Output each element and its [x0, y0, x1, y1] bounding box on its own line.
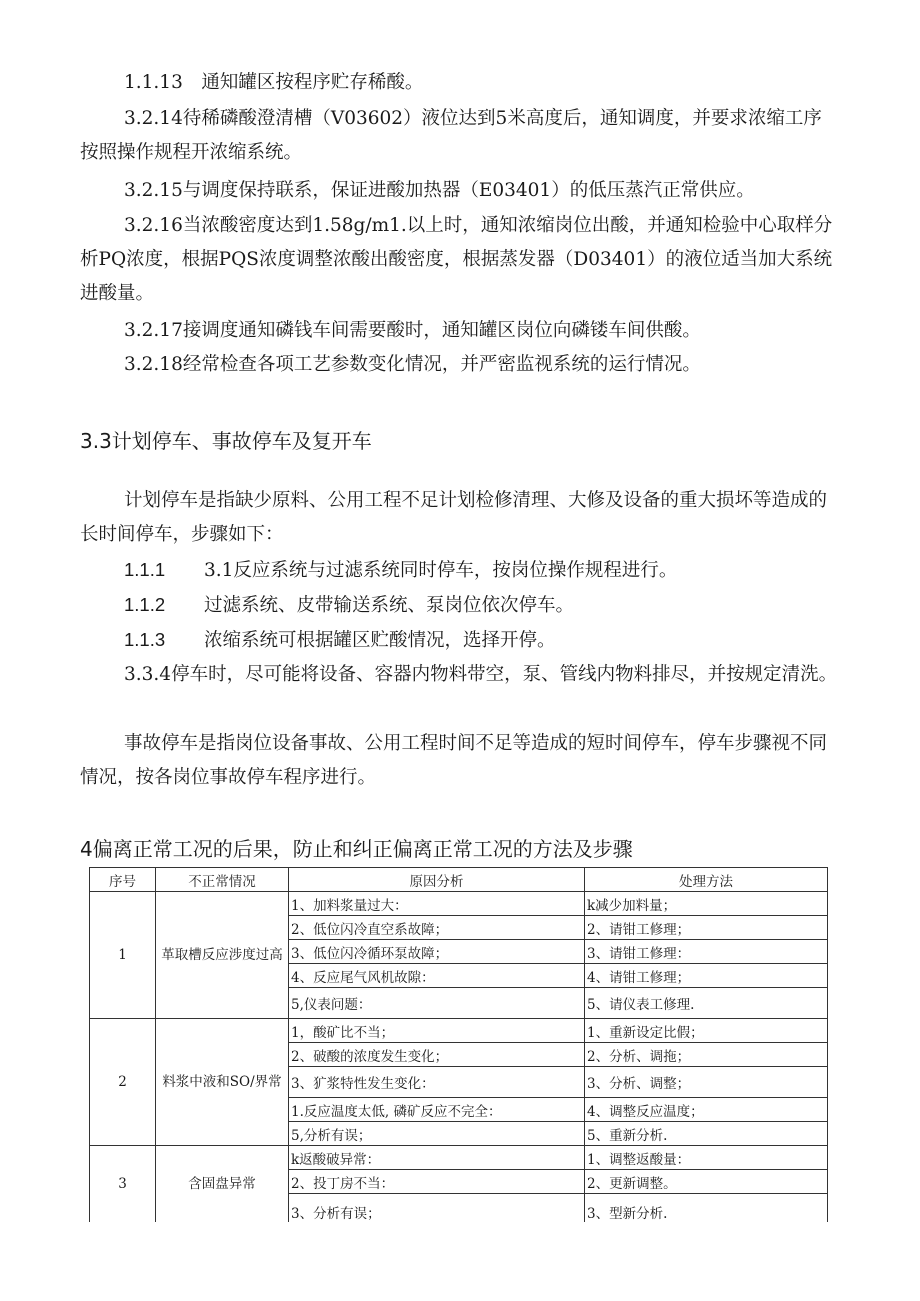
paragraph-3-2-16: 3.2.16当浓酸密度达到1.58g/m1.以上时，通知浓缩岗位出酸，并通知检验中心取样分析PQ浓度，根据PQS浓度调整浓酸出酸密度，根据蒸发器（D03401）的液位适当加大系统进酸量。 — [80, 215, 833, 304]
shutdown-step-1 — [80, 553, 840, 588]
table-row — [90, 892, 828, 916]
table-row — [90, 1146, 828, 1170]
section-3-3-heading: 3.3计划停车、事故停车及复开车 — [80, 429, 372, 453]
shutdown-intro: 计划停车是指缺少原料、公用工程不足计划检修清理、大修及设备的重大损坏等造成的长时间停车，步骤如下： — [80, 490, 828, 545]
cause-cell: 2、投丁房不当： — [289, 1170, 585, 1194]
cause-cell: 3、低位闪冷循环泵故障； — [289, 940, 585, 964]
step-text: 过滤系统、皮带输送系统、泵岗位依次停车。 — [204, 595, 575, 616]
action-cell: 4、请钳工修理； — [585, 964, 828, 988]
section-4-heading: 4偏离正常工况的后果，防止和纠正偏离正常工况的方法及步骤 — [80, 837, 633, 861]
cause-cell: 5,仪表问题： — [289, 988, 585, 1019]
row-condition: 料浆中液和SO/界常 — [156, 1019, 289, 1146]
header-action: 处理方法 — [585, 868, 828, 892]
row-number: 2 — [90, 1019, 156, 1146]
abnormal-conditions-table — [89, 867, 828, 1222]
action-cell: 2、分析、调拖； — [585, 1043, 828, 1067]
cause-cell: 5,分析有误； — [289, 1122, 585, 1146]
action-cell: 2、更新调整。 — [585, 1170, 828, 1194]
action-cell: 2、请钳工修理； — [585, 916, 828, 940]
row-number: 1 — [90, 892, 156, 1019]
cause-cell: 3、分析有误； — [289, 1194, 585, 1223]
row-condition: 革取槽反应涉度过高 — [156, 892, 289, 1019]
cause-cell: k返酸破异常： — [289, 1146, 585, 1170]
step-number: 1.1.1 — [124, 559, 166, 580]
paragraph-1-1-13: 1.1.13 通知罐区按程序贮存稀酸。 — [124, 72, 424, 93]
cause-cell: 4、反应尾气风机故隙： — [289, 964, 585, 988]
action-cell: k减少加料量； — [585, 892, 828, 916]
step-number: 1.1.2 — [124, 594, 166, 615]
action-cell: 3、分析、调整； — [585, 1067, 828, 1098]
header-no: 序号 — [90, 868, 156, 892]
shutdown-step-2 — [80, 588, 840, 623]
cause-cell: 3、犷浆特性发生变化： — [289, 1067, 585, 1098]
table-row — [90, 1019, 828, 1043]
cause-cell: 2、低位闪冷直空系故障； — [289, 916, 585, 940]
step-text: 3.1反应系统与过滤系统同时停车，按岗位操作规程进行。 — [204, 560, 678, 581]
action-cell: 1、重新设定比假； — [585, 1019, 828, 1043]
action-cell: 1、调整返酸量： — [585, 1146, 828, 1170]
header-cause: 原因分析 — [289, 868, 585, 892]
paragraph-3-2-18: 3.2.18经常检查各项工艺参数变化情况，并严密监视系统的运行情况。 — [124, 354, 701, 375]
header-condition: 不正常情况 — [156, 868, 289, 892]
table-header-row — [90, 868, 828, 892]
action-cell: 3、型新分析. — [585, 1194, 828, 1223]
paragraph-3-2-17: 3.2.17接调度通知磷钱车间需要酸时，通知罐区岗位向磷镂车间供酸。 — [124, 320, 701, 341]
paragraph-3-2-14: 3.2.14待稀磷酸澄清槽（V03602）液位达到5米高度后，通知调度，并要求浓缩工序按照操作规程开浓缩系统。 — [80, 108, 822, 163]
action-cell: 3、请钳工修理： — [585, 940, 828, 964]
action-cell: 4、调整反应温度； — [585, 1098, 828, 1122]
action-cell: 5、重新分析. — [585, 1122, 828, 1146]
cause-cell: 1，酸矿比不当； — [289, 1019, 585, 1043]
shutdown-step-3 — [80, 623, 840, 658]
row-number: 3 — [90, 1146, 156, 1223]
paragraph-3-3-4: 3.3.4停车时，尽可能将设备、容器内物料带空，泵、管线内物料排尽，并按规定清洗。 — [124, 664, 838, 685]
step-number: 1.1.3 — [124, 629, 166, 650]
row-condition: 含固盘异常 — [156, 1146, 289, 1223]
action-cell: 5、请仪表工修理. — [585, 988, 828, 1019]
cause-cell: 1、加料浆量过大： — [289, 892, 585, 916]
accident-shutdown-paragraph: 事故停车是指岗位设备事故、公用工程时间不足等造成的短时间停车，停车步骤视不同情况，按各岗位事故停车程序进行。 — [80, 733, 828, 788]
cause-cell: 1.反应温度太低, 磷矿反应不完全： — [289, 1098, 585, 1122]
cause-cell: 2、破酸的浓度发生变化； — [289, 1043, 585, 1067]
paragraph-3-2-15: 3.2.15与调度保持联系，保证进酸加热器（E03401）的低压蒸汽正常供应。 — [124, 180, 755, 201]
step-text: 浓缩系统可根据罐区贮酸情况，选择开停。 — [204, 630, 556, 651]
